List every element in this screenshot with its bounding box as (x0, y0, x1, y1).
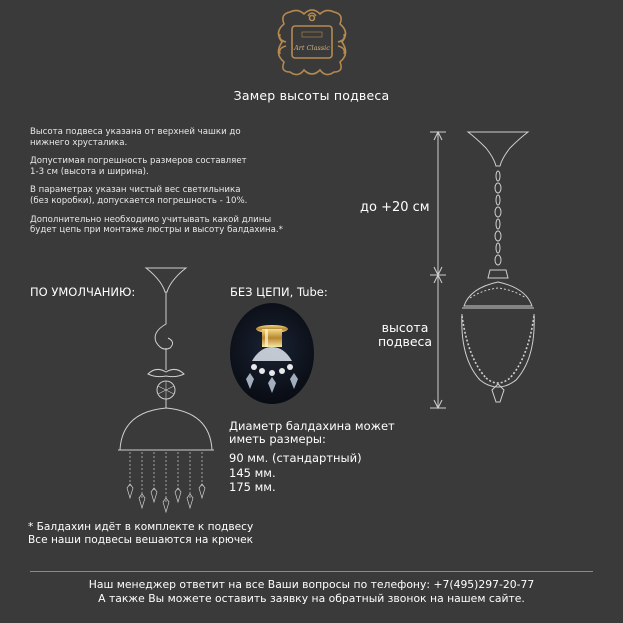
tube-canopy-illustration (230, 303, 314, 404)
pendant-dimension-diagram (420, 118, 560, 418)
logo-text: Art Classic (294, 44, 330, 52)
pendant-height-label: высота подвеса (378, 320, 433, 349)
tube-canopy-photo (230, 303, 314, 404)
note-tolerance: Допустимая погрешность размеров составляет 1-3 см (высота и ширина). (30, 156, 247, 177)
default-pendant-drawing (112, 262, 218, 520)
contact-info (0, 578, 623, 606)
chain-extension-label: до +20 см (360, 200, 430, 215)
contact-callback-line: А также Вы можете оставить заявку на обратный звонок на нашем сайте. (98, 592, 525, 605)
size-item: 90 мм. (стандартный) (229, 451, 362, 465)
note-chain: Дополнительно необходимо учитывать какой длины будет цепь при монтаже люстры и высоту балдахина.* (30, 214, 283, 236)
canopy-size-list (229, 451, 362, 495)
size-item: 175 мм. (229, 480, 276, 494)
note-height: Высота подвеса указана от верхней чашки до нижнего хрусталика. (30, 127, 241, 148)
canopy-diameter-heading: Диаметр балдахина может иметь размеры: (229, 419, 395, 446)
page-title: Замер высоты подвеса (233, 88, 390, 103)
measurement-notes (30, 127, 310, 244)
size-item: 145 мм. (229, 465, 276, 480)
canopy-footnote: * Балдахин идёт в комплекте к подвесу Все наши подвесы вешаются на крючек (28, 521, 254, 546)
brand-logo (272, 6, 352, 78)
note-weight: В параметрах указан чистый вес светильника (без коробки), допускается погрешность - 10%. (30, 185, 248, 206)
tube-option-label: БЕЗ ЦЕПИ, Tube: (230, 285, 328, 299)
contact-phone-line: Наш менеджер ответит на все Ваши вопросы по телефону: +7(495)297-20-77 (88, 578, 535, 591)
footer-divider (30, 571, 593, 572)
default-option-label: ПО УМОЛЧАНИЮ: (30, 285, 136, 299)
